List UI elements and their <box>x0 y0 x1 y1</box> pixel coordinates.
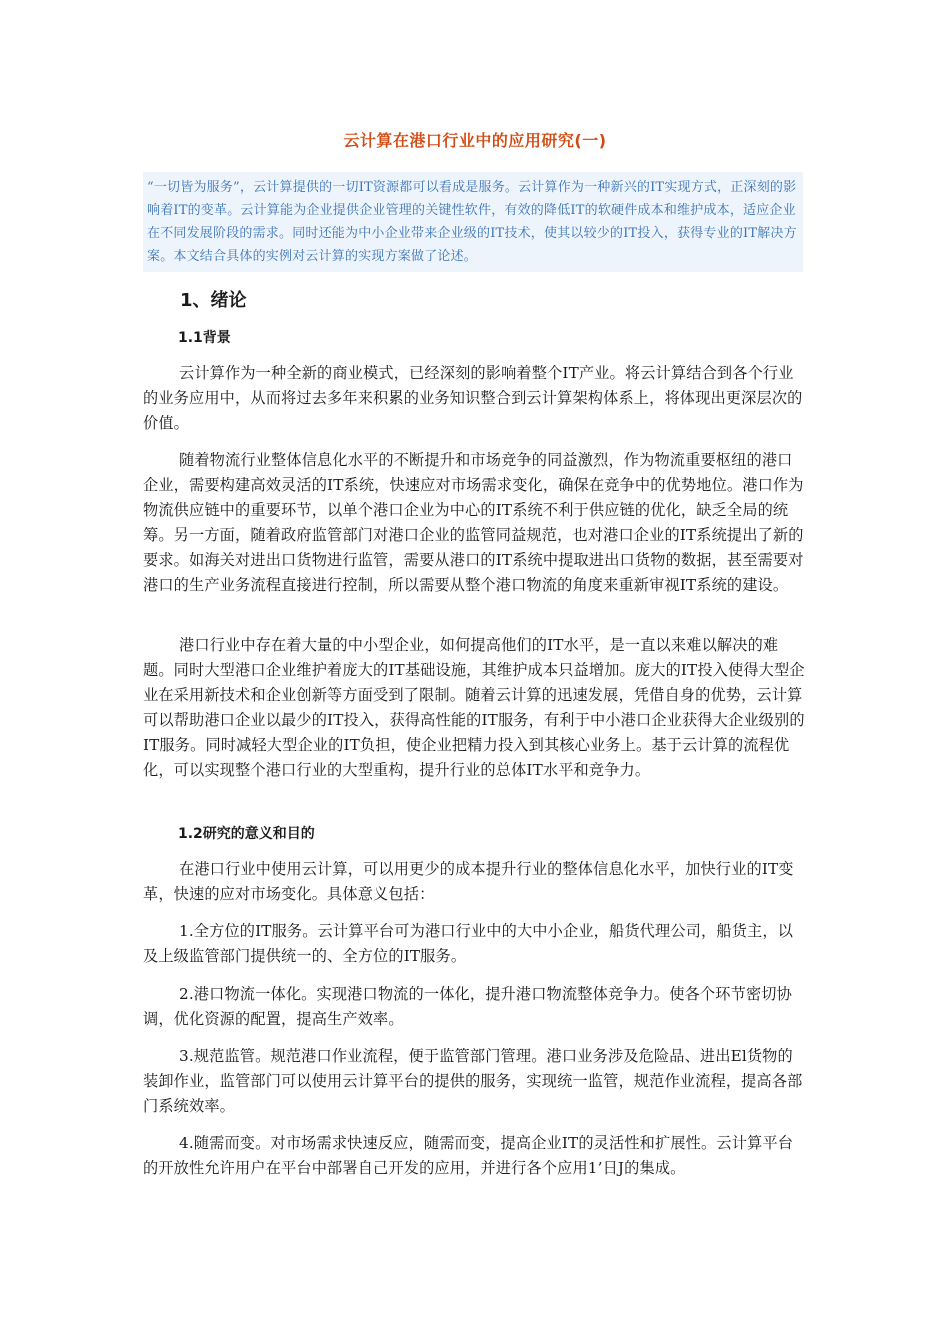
paragraph-point-4: 4.随需而变。对市场需求快速反应，随需而变，提高企业IT的灵活性和扩展性。云计算平台的开放性允许用户在平台中部署自己开发的应用，并进行各个应用1’日J的集成。 <box>143 1134 794 1177</box>
document-title: 云计算在港口行业中的应用研究(一) <box>343 131 607 150</box>
paragraph-background-1: 云计算作为一种全新的商业模式，已经深刻的影响着整个IT产业。将云计算结合到各个行业的业务应用中，从而将过去多年来积累的业务知识整合到云计算架构体系上，将体现出更深层次的价值。 <box>143 364 803 432</box>
abstract-box: “一切皆为服务”，云计算提供的一切IT资源都可以看成是服务。云计算作为一种新兴的IT实现方式，正深刻的影响着IT的变革。云计算能为企业提供企业管理的关键性软件，有效的降低IT的软硬件成本和维护成本，适应企业在不同发展阶段的需求。同时还能为中小企业带来企业级的IT技术，使其以较少的IT投入，获得专业的IT解决方案。本文结合具体的实例对云计算的实现方案做了论述。 <box>143 172 803 272</box>
paragraph-background-3: 港口行业中存在着大量的中小型企业，如何提高他们的IT水平，是一直以来难以解决的难题。同时大型港口企业维护着庞大的IT基础设施，其维护成本只益增加。庞大的IT投入使得大型企业在采用新技术和企业创新等方面受到了限制。随着云计算的迅速发展，凭借自身的优势，云计算可以帮助港口企业以最少的IT投入，获得高性能的IT服务，有利于中小港口企业获得大企业级别的IT服务。同时减轻大型企业的IT负担，使企业把精力投入到其核心业务上。基于云计算的流程优化，可以实现整个港口行业的大型重构，提升行业的总体IT水平和竞争力。 <box>143 636 805 779</box>
paragraph-point-2: 2.港口物流一体化。实现港口物流的一体化，提升港口物流整体竞争力。使各个环节密切协调，优化资源的配置，提高生产效率。 <box>143 985 792 1028</box>
subsection-heading-significance: 1.2研究的意义和目的 <box>178 826 315 842</box>
paragraph-significance-intro: 在港口行业中使用云计算，可以用更少的成本提升行业的整体信息化水平，加快行业的IT变革，快速的应对市场变化。具体意义包括： <box>143 860 794 903</box>
section-heading-introduction: 1、绪论 <box>180 290 247 311</box>
paragraph-point-3: 3.规范监管。规范港口作业流程，便于监管部门管理。港口业务涉及危险品、进出El货物的装卸作业，监管部门可以使用云计算平台的提供的服务，实现统一监管，规范作业流程，提高各部门系统效率。 <box>143 1047 803 1115</box>
paragraph-point-1: 1.全方位的IT服务。云计算平台可为港口行业中的大中小企业，船货代理公司，船货主，以及上级监管部门提供统一的、全方位的IT服务。 <box>143 922 794 965</box>
subsection-heading-background: 1.1背景 <box>178 330 231 346</box>
paragraph-background-2: 随着物流行业整体信息化水平的不断提升和市场竞争的同益激烈，作为物流重要枢纽的港口企业，需要构建高效灵活的IT系统，快速应对市场需求变化，确保在竞争中的优势地位。港口作为物流供应链中的重要环节，以单个港口企业为中心的IT系统不利于供应链的优化，缺乏全局的统筹。另一方面，随着政府监管部门对港口企业的监管同益规范，也对港口企业的IT系统提出了新的要求。如海关对进出口货物进行监管，需要从港口的IT系统中提取进出口货物的数据，甚至需要对港口的生产业务流程直接进行控制，所以需要从整个港口物流的角度来重新审视IT系统的建设。 <box>143 451 804 594</box>
